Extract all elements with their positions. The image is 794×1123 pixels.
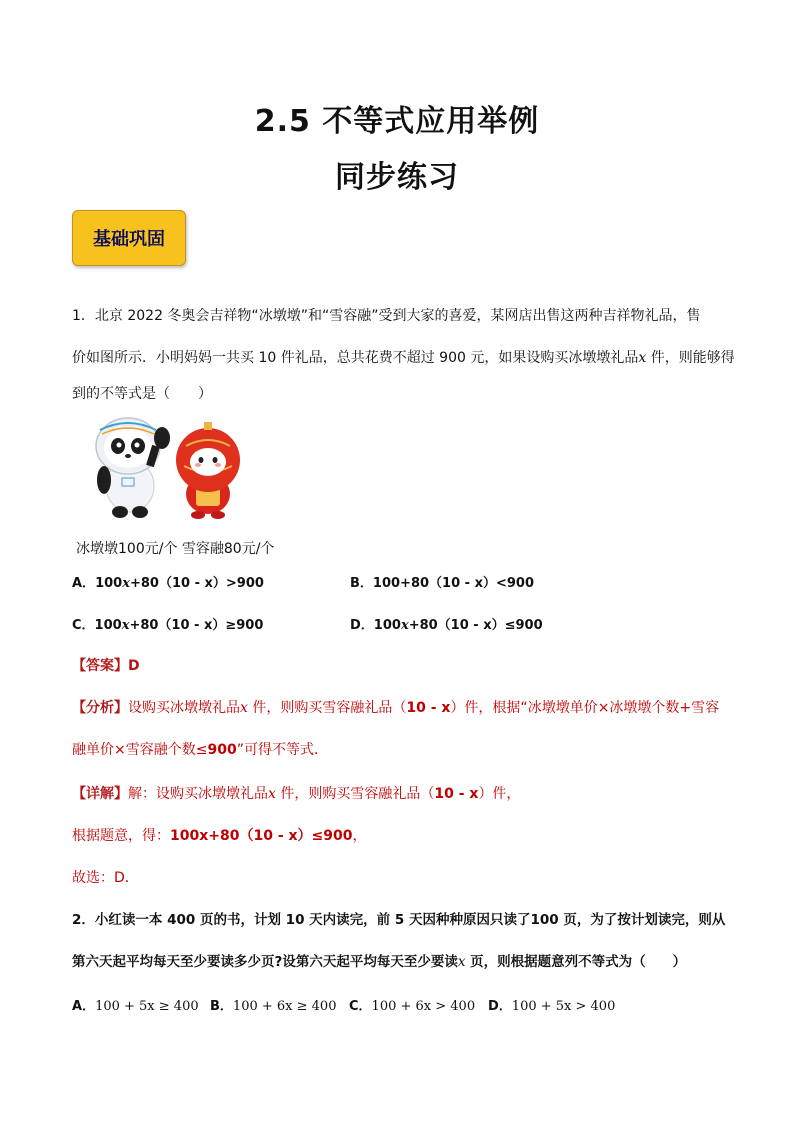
q2-stem-var: x [457, 954, 466, 970]
option-label: D． [488, 999, 512, 1014]
detail-inequality: 100x+80（10 - x）≤900 [170, 828, 353, 844]
q1-detail-line2 [72, 826, 367, 846]
option-text: +80（10 - x）≥900 [129, 618, 264, 633]
analysis-tag: 【分析】 [72, 700, 128, 716]
page-subtitle: 同步练习 [335, 160, 459, 195]
option-label: A． [72, 576, 96, 591]
detail-var: x [268, 786, 276, 802]
q1-stem-line2 [72, 348, 735, 368]
option-var: x [400, 618, 409, 633]
analysis-text: ”可得不等式． [236, 742, 328, 758]
section-badge-label: 基础巩固 [93, 229, 165, 250]
detail-text: 解：设购买冰墩墩礼品 [128, 786, 268, 802]
q2-stem-text: 页，则根据题意列不等式为（ ） [465, 954, 687, 970]
option-label: C． [349, 999, 372, 1014]
bing-dwen-dwen-figure [96, 418, 170, 518]
analysis-text: ）件，根据“冰墩墩单价×冰墩墩个数+雪容 [450, 700, 720, 716]
option-expr: 100 + 6x ≥ 400 [232, 999, 337, 1014]
q1-analysis-line2 [72, 740, 328, 760]
q1-stem-text: 价如图所示．小明妈妈一共买 10 件礼品，总共花费不超过 900 元，如果设购买冰墩墩礼品 [72, 350, 639, 366]
q1-answer [72, 656, 140, 676]
mascots-image [80, 416, 250, 520]
q1-conclusion: 故选：D． [72, 870, 139, 886]
detail-tag: 【详解】 [72, 786, 128, 802]
detail-text: 件，则购买雪容融礼品（ [275, 786, 435, 802]
option-var: x [122, 576, 130, 591]
option-label: B． [350, 576, 373, 591]
option-text: +80（10 - x）>900 [129, 576, 264, 591]
page-title: 2.5 不等式应用举例 [254, 104, 540, 139]
option-text: 100+80（10 - x）<900 [372, 576, 534, 591]
q1-option-c[interactable] [72, 614, 263, 633]
option-text: 100 [94, 618, 122, 633]
q1-option-b[interactable] [350, 572, 534, 591]
q2-option-d[interactable] [488, 995, 615, 1014]
q2-stem-text: 第六天起平均每天至少要读多少页?设第六天起平均每天至少要读 [72, 954, 458, 970]
option-label: A． [72, 999, 96, 1014]
q1-option-a[interactable] [72, 572, 264, 591]
q2-stem-line1: 2．小红读一本 400 页的书，计划 10 天内读完，前 5 天因种种原因只读了100 页，为了按计划读完，则从 [72, 912, 726, 928]
q1-detail-line1 [72, 784, 520, 804]
q1-stem-text: 件，则能够得 [646, 350, 735, 366]
detail-text: ）件， [478, 786, 521, 802]
q1-stem-var: x [638, 350, 647, 366]
analysis-var: x [240, 700, 248, 716]
analysis-number: 900 [207, 742, 237, 758]
option-expr: 100 + 5x > 400 [511, 999, 616, 1014]
shuey-rhon-rhon-figure [176, 422, 240, 519]
q2-option-c[interactable] [349, 995, 475, 1014]
option-text: 100 [95, 576, 123, 591]
q2-option-a[interactable] [72, 995, 199, 1014]
q1-stem-line1: 1．北京 2022 冬奥会吉祥物“冰墩墩”和“雪容融”受到大家的喜爱，某网店出售这两种吉祥物礼品，售 [72, 308, 701, 324]
option-label: B． [210, 999, 233, 1014]
option-expr: 100 + 5x ≥ 400 [95, 999, 199, 1014]
option-var: x [121, 618, 130, 633]
option-text: 100 [373, 618, 401, 633]
q1-analysis-line1 [72, 698, 719, 718]
analysis-expr: 10 - x [406, 700, 451, 716]
analysis-text: 件，则购买雪容融礼品（ [247, 700, 407, 716]
answer-value: D [128, 658, 140, 674]
answer-tag: 【答案】 [72, 658, 128, 674]
q2-stem-line2 [72, 952, 686, 972]
q1-option-d[interactable] [350, 614, 543, 633]
q2-option-b[interactable] [210, 995, 336, 1014]
detail-expr: 10 - x [434, 786, 479, 802]
analysis-text: 融单价×雪容融个数≤ [72, 742, 208, 758]
option-label: C． [72, 618, 95, 633]
option-text: +80（10 - x）≤900 [408, 618, 543, 633]
option-label: D． [350, 618, 374, 633]
detail-text: 根据题意，得： [72, 828, 170, 844]
section-badge [72, 210, 186, 266]
detail-text: ， [352, 828, 367, 844]
q1-stem-line3: 到的不等式是（ ） [72, 386, 212, 402]
analysis-text: 设购买冰墩墩礼品 [128, 700, 240, 716]
price-caption: 冰墩墩100元/个 雪容融80元/个 [76, 541, 275, 557]
option-expr: 100 + 6x > 400 [371, 999, 476, 1014]
